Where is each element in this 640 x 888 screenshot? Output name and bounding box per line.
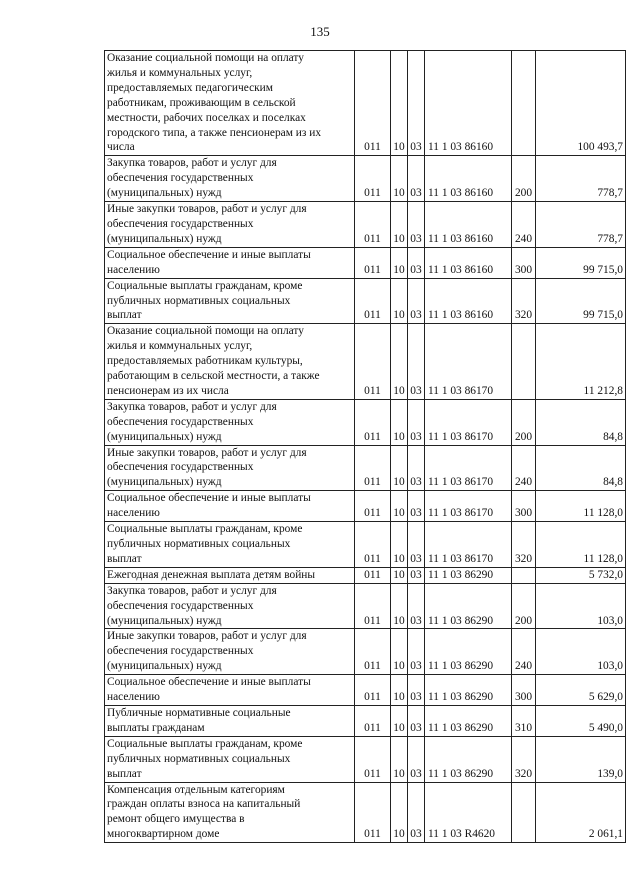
section-code-cell: 10 <box>391 324 408 400</box>
table-row <box>105 445 626 491</box>
section-code-cell: 10 <box>391 583 408 629</box>
target-article-cell: 11 1 03 86290 <box>425 567 512 583</box>
subsection-code-cell: 03 <box>408 736 425 782</box>
expense-name-cell: Социальные выплаты гражданам, кроме публичных нормативных социальных выплат <box>105 278 355 324</box>
target-article-cell: 11 1 03 86170 <box>425 399 512 445</box>
section-code-cell: 10 <box>391 278 408 324</box>
expense-name-cell: Публичные нормативные социальные выплаты гражданам <box>105 705 355 736</box>
section-code-cell: 10 <box>391 782 408 843</box>
ministry-code-cell: 011 <box>355 202 391 248</box>
expense-type-cell: 300 <box>512 491 536 522</box>
expense-name-cell: Иные закупки товаров, работ и услуг для обеспечения государственных (муниципальных) нужд <box>105 445 355 491</box>
expense-type-cell <box>512 567 536 583</box>
amount-cell: 103,0 <box>536 583 626 629</box>
ministry-code-cell: 011 <box>355 51 391 156</box>
ministry-code-cell: 011 <box>355 278 391 324</box>
section-code-cell: 10 <box>391 705 408 736</box>
amount-cell: 11 128,0 <box>536 522 626 568</box>
subsection-code-cell: 03 <box>408 324 425 400</box>
table-row <box>105 629 626 675</box>
amount-cell: 103,0 <box>536 629 626 675</box>
table-row <box>105 567 626 583</box>
expense-name-cell: Ежегодная денежная выплата детям войны <box>105 567 355 583</box>
subsection-code-cell: 03 <box>408 445 425 491</box>
amount-cell: 99 715,0 <box>536 278 626 324</box>
ministry-code-cell: 011 <box>355 705 391 736</box>
amount-cell: 778,7 <box>536 202 626 248</box>
table-row <box>105 736 626 782</box>
amount-cell: 99 715,0 <box>536 247 626 278</box>
expense-name-cell: Иные закупки товаров, работ и услуг для обеспечения государственных (муниципальных) нужд <box>105 629 355 675</box>
target-article-cell: 11 1 03 86160 <box>425 51 512 156</box>
target-article-cell: 11 1 03 86160 <box>425 278 512 324</box>
expense-type-cell: 300 <box>512 247 536 278</box>
ministry-code-cell: 011 <box>355 491 391 522</box>
amount-cell: 5 490,0 <box>536 705 626 736</box>
ministry-code-cell: 011 <box>355 399 391 445</box>
subsection-code-cell: 03 <box>408 675 425 706</box>
section-code-cell: 10 <box>391 522 408 568</box>
ministry-code-cell: 011 <box>355 324 391 400</box>
target-article-cell: 11 1 03 86160 <box>425 202 512 248</box>
table-row <box>105 278 626 324</box>
ministry-code-cell: 011 <box>355 736 391 782</box>
amount-cell: 11 212,8 <box>536 324 626 400</box>
subsection-code-cell: 03 <box>408 51 425 156</box>
expense-name-cell: Социальные выплаты гражданам, кроме публичных нормативных социальных выплат <box>105 736 355 782</box>
expense-name-cell: Социальные выплаты гражданам, кроме публичных нормативных социальных выплат <box>105 522 355 568</box>
ministry-code-cell: 011 <box>355 782 391 843</box>
expense-type-cell: 310 <box>512 705 536 736</box>
expense-type-cell: 320 <box>512 278 536 324</box>
amount-cell: 778,7 <box>536 156 626 202</box>
subsection-code-cell: 03 <box>408 202 425 248</box>
table-row <box>105 782 626 843</box>
table-row <box>105 399 626 445</box>
expense-name-cell: Компенсация отдельным категориям граждан оплаты взноса на капитальный ремонт общего имущества в многоквартирном доме <box>105 782 355 843</box>
expense-type-cell: 200 <box>512 583 536 629</box>
expense-name-cell: Оказание социальной помощи на оплату жилья и коммунальных услуг, предоставляемых педагогическим работникам, проживающим в сельской местности, рабочих поселках и поселках городского типа, а также пенсионерам из их числа <box>105 51 355 156</box>
table-row <box>105 583 626 629</box>
target-article-cell: 11 1 03 86170 <box>425 522 512 568</box>
table-row <box>105 202 626 248</box>
expense-type-cell: 300 <box>512 675 536 706</box>
section-code-cell: 10 <box>391 675 408 706</box>
table-row <box>105 491 626 522</box>
amount-cell: 2 061,1 <box>536 782 626 843</box>
target-article-cell: 11 1 03 86290 <box>425 705 512 736</box>
subsection-code-cell: 03 <box>408 522 425 568</box>
expense-name-cell: Иные закупки товаров, работ и услуг для обеспечения государственных (муниципальных) нужд <box>105 202 355 248</box>
amount-cell: 84,8 <box>536 399 626 445</box>
expense-type-cell <box>512 324 536 400</box>
expense-type-cell: 200 <box>512 156 536 202</box>
section-code-cell: 10 <box>391 399 408 445</box>
target-article-cell: 11 1 03 86290 <box>425 583 512 629</box>
ministry-code-cell: 011 <box>355 445 391 491</box>
target-article-cell: 11 1 03 86170 <box>425 445 512 491</box>
target-article-cell: 11 1 03 86290 <box>425 629 512 675</box>
target-article-cell: 11 1 03 R4620 <box>425 782 512 843</box>
section-code-cell: 10 <box>391 567 408 583</box>
expense-type-cell <box>512 782 536 843</box>
budget-table <box>104 50 626 843</box>
target-article-cell: 11 1 03 86170 <box>425 491 512 522</box>
table-row <box>105 675 626 706</box>
amount-cell: 5 629,0 <box>536 675 626 706</box>
section-code-cell: 10 <box>391 736 408 782</box>
table-row <box>105 247 626 278</box>
ministry-code-cell: 011 <box>355 156 391 202</box>
subsection-code-cell: 03 <box>408 399 425 445</box>
subsection-code-cell: 03 <box>408 567 425 583</box>
amount-cell: 100 493,7 <box>536 51 626 156</box>
expense-name-cell: Социальное обеспечение и иные выплаты населению <box>105 491 355 522</box>
expense-type-cell: 240 <box>512 445 536 491</box>
page-number: 135 <box>310 24 330 39</box>
expense-type-cell: 240 <box>512 202 536 248</box>
expense-type-cell: 240 <box>512 629 536 675</box>
target-article-cell: 11 1 03 86170 <box>425 324 512 400</box>
expense-type-cell: 320 <box>512 522 536 568</box>
subsection-code-cell: 03 <box>408 705 425 736</box>
expense-type-cell: 200 <box>512 399 536 445</box>
table-row <box>105 522 626 568</box>
expense-name-cell: Оказание социальной помощи на оплату жилья и коммунальных услуг, предоставляемых работникам культуры, работающим в сельской местности, а также пенсионерам из их числа <box>105 324 355 400</box>
target-article-cell: 11 1 03 86290 <box>425 736 512 782</box>
target-article-cell: 11 1 03 86160 <box>425 156 512 202</box>
ministry-code-cell: 011 <box>355 522 391 568</box>
expense-name-cell: Социальное обеспечение и иные выплаты населению <box>105 675 355 706</box>
subsection-code-cell: 03 <box>408 247 425 278</box>
section-code-cell: 10 <box>391 202 408 248</box>
amount-cell: 11 128,0 <box>536 491 626 522</box>
ministry-code-cell: 011 <box>355 567 391 583</box>
ministry-code-cell: 011 <box>355 583 391 629</box>
subsection-code-cell: 03 <box>408 491 425 522</box>
amount-cell: 5 732,0 <box>536 567 626 583</box>
expense-type-cell <box>512 51 536 156</box>
subsection-code-cell: 03 <box>408 156 425 202</box>
subsection-code-cell: 03 <box>408 583 425 629</box>
section-code-cell: 10 <box>391 629 408 675</box>
amount-cell: 139,0 <box>536 736 626 782</box>
amount-cell: 84,8 <box>536 445 626 491</box>
section-code-cell: 10 <box>391 445 408 491</box>
target-article-cell: 11 1 03 86160 <box>425 247 512 278</box>
table-row <box>105 324 626 400</box>
subsection-code-cell: 03 <box>408 782 425 843</box>
expense-name-cell: Социальное обеспечение и иные выплаты населению <box>105 247 355 278</box>
table-row <box>105 156 626 202</box>
section-code-cell: 10 <box>391 247 408 278</box>
section-code-cell: 10 <box>391 51 408 156</box>
expense-name-cell: Закупка товаров, работ и услуг для обеспечения государственных (муниципальных) нужд <box>105 399 355 445</box>
budget-table-body <box>105 51 626 843</box>
expense-name-cell: Закупка товаров, работ и услуг для обеспечения государственных (муниципальных) нужд <box>105 583 355 629</box>
ministry-code-cell: 011 <box>355 629 391 675</box>
table-row <box>105 51 626 156</box>
ministry-code-cell: 011 <box>355 247 391 278</box>
target-article-cell: 11 1 03 86290 <box>425 675 512 706</box>
ministry-code-cell: 011 <box>355 675 391 706</box>
table-row <box>105 705 626 736</box>
expense-name-cell: Закупка товаров, работ и услуг для обеспечения государственных (муниципальных) нужд <box>105 156 355 202</box>
subsection-code-cell: 03 <box>408 629 425 675</box>
section-code-cell: 10 <box>391 156 408 202</box>
section-code-cell: 10 <box>391 491 408 522</box>
subsection-code-cell: 03 <box>408 278 425 324</box>
expense-type-cell: 320 <box>512 736 536 782</box>
